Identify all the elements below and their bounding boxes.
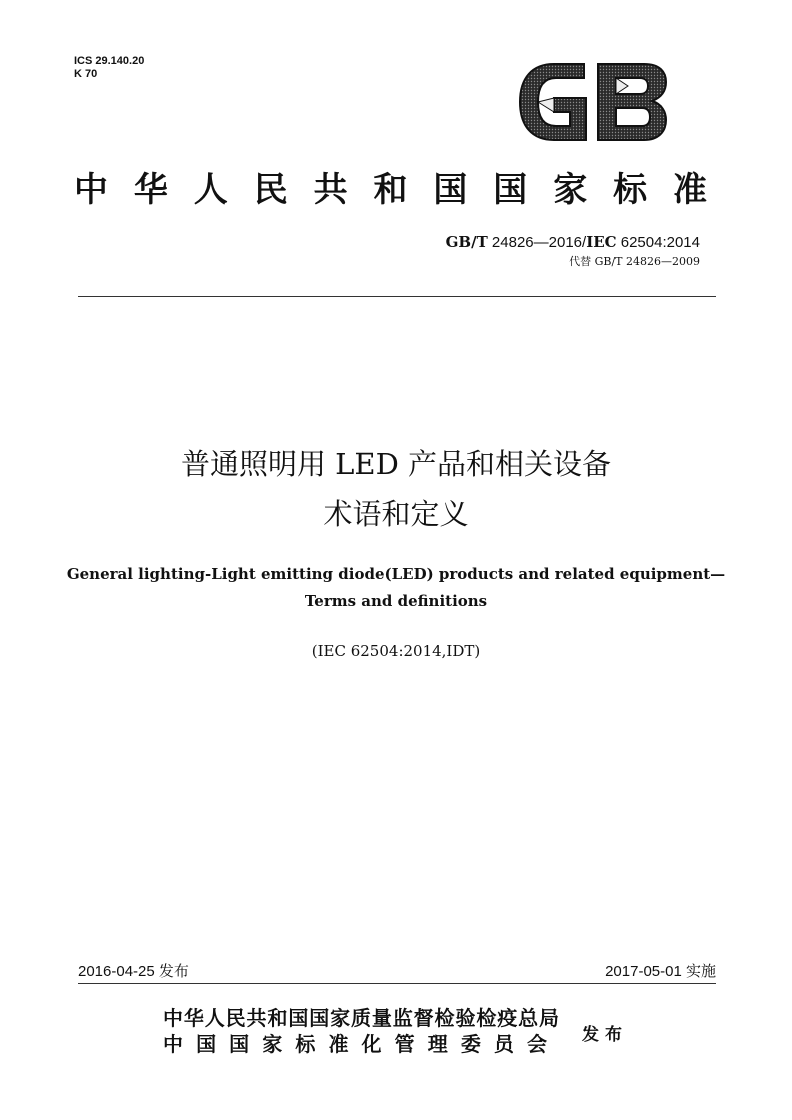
- title-english-line1: General lighting-Light emitting diode(LED) products and related equipment—: [66, 565, 726, 583]
- publish-label: 发布: [582, 1025, 628, 1045]
- iec-equivalence: (IEC 62504:2014,IDT): [311, 642, 481, 660]
- gb-logo: [518, 62, 668, 142]
- standard-number-prefix: GB/T: [445, 233, 488, 251]
- standard-number-main: 24826—2016/: [487, 234, 587, 251]
- issuer-aqsiq: 中华人民共和国国家质量监督检验检疫总局: [163, 1006, 559, 1030]
- title-chinese-line1: 普通照明用 LED 产品和相关设备: [180, 447, 612, 481]
- title-english-line2: Terms and definitions: [304, 592, 488, 610]
- standard-number-iec-prefix: IEC: [586, 233, 617, 251]
- issuer-sac: 中国国家标准化管理委员会: [163, 1032, 559, 1056]
- gb-logo-b-bevel: [616, 78, 628, 94]
- issue-date: 2016-04-25 发布: [78, 963, 189, 980]
- national-standard-heading: 中华人民共和国国家标准: [74, 170, 720, 210]
- bottom-divider: [78, 983, 716, 984]
- ccs-code: K 70: [74, 68, 98, 80]
- title-chinese-line2: 术语和定义: [323, 497, 469, 531]
- standard-number: [446, 233, 700, 251]
- ics-code: ICS 29.140.20: [74, 55, 145, 67]
- gb-logo-g-bevel: [538, 98, 554, 112]
- top-divider: [78, 296, 716, 297]
- gb-logo-b-shape: [598, 64, 666, 140]
- implementation-date: 2017-05-01 实施: [605, 963, 716, 980]
- standard-number-iec: 62504:2014: [616, 234, 700, 251]
- replaces-standard: 代替 GB/T 24826—2009: [569, 255, 700, 268]
